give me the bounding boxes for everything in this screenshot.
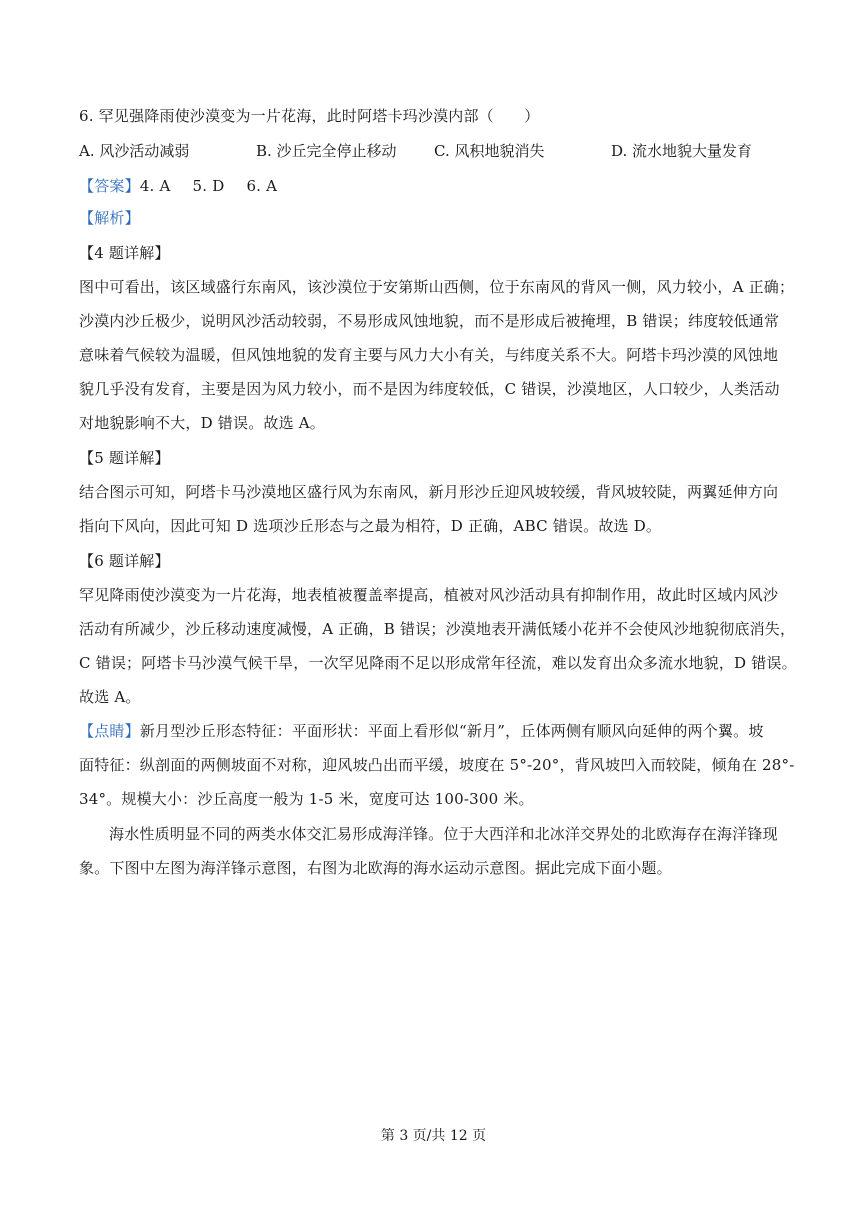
answer-tag: 【答案】 xyxy=(79,177,140,195)
q4-heading: 【4 题详解】 xyxy=(79,244,170,262)
q4-line-3: 意味着气候较为温暖，但风蚀地貌的发育主要与风力大小有关，与纬度关系不大。阿塔卡玛沙漠的风蚀地 xyxy=(79,346,779,364)
tips-first-line: 新月型沙丘形态特征：平面形状：平面上看形似“新月”，丘体两侧有顺风向延伸的两个翼。坡 xyxy=(139,722,764,740)
tips-tag: 【点睛】 xyxy=(79,722,140,740)
tips-line-3: 34°。规模大小：沙丘高度一般为 1-5 米，宽度可达 100-300 米。 xyxy=(79,790,534,808)
tips-line-1 xyxy=(79,721,764,741)
tips-line-2: 面特征：纵剖面的两侧坡面不对称，迎风坡凸出而平缓，坡度在 5°-20°，背风坡凹入而较陡，倾角在 28°- xyxy=(79,756,795,774)
q4-line-4: 貌几乎没有发育，主要是因为风力较小，而不是因为纬度较低，C 错误，沙漠地区，人口较少，人类活动 xyxy=(79,380,780,398)
option-d: D. 流水地貌大量发育 xyxy=(611,142,753,160)
answer-6: 6. A xyxy=(246,177,278,195)
q5-line-1: 结合图示可知，阿塔卡马沙漠地区盛行风为东南风，新月形沙丘迎风坡较缓，背风坡较陡，两翼延伸方向 xyxy=(79,483,779,501)
q4-line-5: 对地貌影响不大，D 错误。故选 A。 xyxy=(79,414,325,432)
q6-line-3: C 错误；阿塔卡马沙漠气候干旱，一次罕见降雨不足以形成常年径流，难以发育出众多流水地貌，D 错误。 xyxy=(79,654,797,672)
answer-4: 4. A xyxy=(139,177,171,195)
q5-line-2: 指向下风向，因此可知 D 选项沙丘形态与之最为相符，D 正确，ABC 错误。故选 D。 xyxy=(79,517,662,535)
q6-line-4: 故选 A。 xyxy=(79,688,141,706)
q5-heading: 【5 题详解】 xyxy=(79,449,170,467)
intro-line-1: 海水性质明显不同的两类水体交汇易形成海洋锋。位于大西洋和北冰洋交界处的北欧海存在海洋锋现 xyxy=(109,825,778,843)
intro-line-2: 象。下图中左图为海洋锋示意图，右图为北欧海的海水运动示意图。据此完成下面小题。 xyxy=(79,859,672,877)
answer-5: 5. D xyxy=(192,177,225,195)
q4-line-1: 图中可看出，该区域盛行东南风，该沙漠位于安第斯山西侧，位于东南风的背风一侧，风力较小，A 正确； xyxy=(79,278,795,296)
answer-line xyxy=(79,176,299,196)
question-6-stem: 6. 罕见强降雨使沙漠变为一片花海，此时阿塔卡玛沙漠内部（ ） xyxy=(79,107,540,125)
analysis-tag: 【解析】 xyxy=(79,209,140,227)
option-b: B. 沙丘完全停止移动 xyxy=(256,142,397,160)
q6-heading: 【6 题详解】 xyxy=(79,552,170,570)
page-footer: 第 3 页/共 12 页 xyxy=(380,1128,487,1144)
q6-line-2: 活动有所减少，沙丘移动速度减慢，A 正确，B 错误；沙漠地表开满低矮小花并不会使风沙地貌彻底消失， xyxy=(79,620,796,638)
option-c: C. 风积地貌消失 xyxy=(434,142,545,160)
q6-line-1: 罕见降雨使沙漠变为一片花海，地表植被覆盖率提高，植被对风沙活动具有抑制作用，故此时区域内风沙 xyxy=(79,586,779,604)
option-a: A. 风沙活动减弱 xyxy=(79,142,190,160)
q4-line-2: 沙漠内沙丘极少，说明风沙活动较弱，不易形成风蚀地貌，而不是形成后被掩埋，B 错误；纬度较低通常 xyxy=(79,312,780,330)
